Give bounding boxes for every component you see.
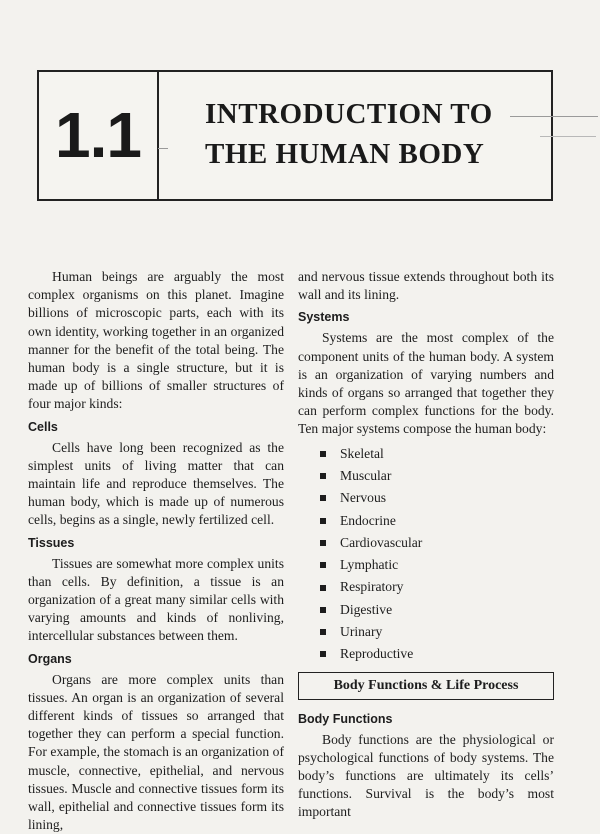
list-item: [320, 532, 554, 554]
systems-paragraph: Systems are the most complex of the component units of the human body. A system is an organization of varying numbers and kinds of organs so arranged that together they can perform complex functions for the body. Ten major systems compose the human body:: [298, 330, 554, 437]
square-bullet-icon: [320, 495, 326, 501]
list-item-label: Endocrine: [340, 512, 396, 528]
square-bullet-icon: [320, 607, 326, 613]
right-column: [298, 268, 554, 822]
square-bullet-icon: [320, 540, 326, 546]
cells-heading: Cells: [28, 419, 58, 434]
list-item-label: Reproductive: [340, 646, 414, 662]
square-bullet-icon: [320, 451, 326, 457]
tissues-paragraph: Tissues are somewhat more complex units than cells. By definition, a tissue is an organization of a great many similar cells with varying amounts and kinds of nonliving, intercellular substances between them.: [28, 555, 284, 644]
chapter-title-line2: THE HUMAN BODY: [205, 138, 485, 170]
list-item: [320, 465, 554, 487]
decorative-rule-2: [540, 136, 596, 137]
list-item: [320, 443, 554, 465]
list-item-label: Digestive: [340, 601, 393, 617]
tissues-heading: Tissues: [28, 535, 75, 550]
intro-paragraph: Human beings are arguably the most complex organisms on this planet. Imagine billions of microscopic parts, each with its own identity, working together in an organized manner for the benefit of the total being. The human body is a single structure, but it is made up of billions of smaller structures of four major kinds:: [28, 269, 284, 412]
left-column: [28, 268, 284, 834]
organs-paragraph: Organs are more complex units than tissues. An organ is an organization of several different kinds of tissues so arranged that together they can perform a special function. For example, the stomach is an organization of muscle, connective, epithelial, and nervous tissues. Muscle and connective tissues form its wall, epithelial and connective tissues form its lining,: [28, 671, 284, 833]
continuation-paragraph: and nervous tissue extends throughout both its wall and its lining.: [298, 269, 554, 303]
list-item: [320, 643, 554, 665]
organs-heading: Organs: [28, 651, 72, 666]
decorative-rule-3: [158, 148, 168, 149]
list-item: [320, 599, 554, 621]
square-bullet-icon: [320, 651, 326, 657]
list-item-label: Muscular: [340, 467, 392, 483]
chapter-title-line1: INTRODUCTION TO: [205, 98, 493, 130]
square-bullet-icon: [320, 473, 326, 479]
list-item: [320, 576, 554, 598]
body-functions-heading: Body Functions: [298, 711, 393, 726]
systems-list: [298, 443, 554, 666]
decorative-rule-1: [510, 116, 598, 117]
list-item-label: Lymphatic: [340, 557, 399, 573]
cells-paragraph: Cells have long been recognized as the simplest units of living matter that can maintain life and reproduce themselves. The human body, which is made up of numerous cells, begins as a single, newly fertilized cell.: [28, 439, 284, 528]
list-item: [320, 510, 554, 532]
square-bullet-icon: [320, 629, 326, 635]
list-item-label: Urinary: [340, 624, 383, 639]
list-item-label: Cardiovascular: [340, 534, 423, 550]
list-item: [320, 621, 554, 643]
chapter-number: 1.1: [39, 72, 159, 199]
section-title-box: Body Functions & Life Process: [298, 672, 554, 700]
list-item: [320, 554, 554, 576]
chapter-title: [205, 94, 545, 174]
list-item-label: Skeletal: [340, 445, 384, 461]
chapter-header: [37, 70, 553, 201]
systems-heading: Systems: [298, 310, 350, 325]
list-item-label: Nervous: [340, 490, 387, 506]
list-item: [320, 487, 554, 509]
body-functions-paragraph: Body functions are the physiological or psychological functions of body systems. The body’s functions are ultimately its cells’ functions. Survival is the body’s most important: [298, 731, 554, 820]
list-item-label: Respiratory: [340, 579, 404, 595]
square-bullet-icon: [320, 585, 326, 591]
square-bullet-icon: [320, 562, 326, 568]
square-bullet-icon: [320, 518, 326, 524]
